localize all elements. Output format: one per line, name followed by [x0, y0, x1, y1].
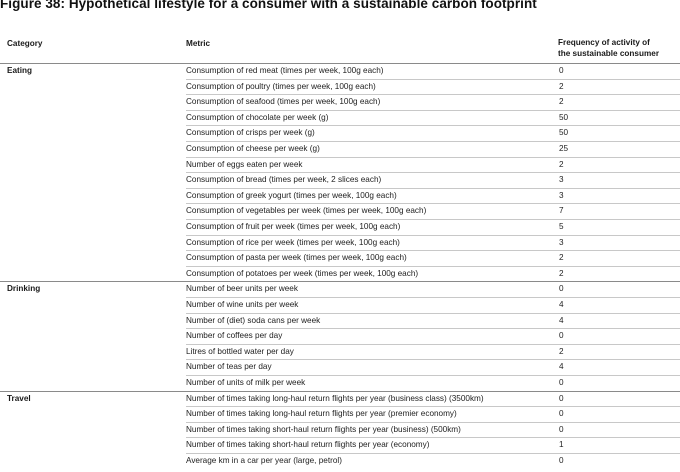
frequency-cell: 50: [559, 112, 569, 122]
metric-cell: Litres of bottled water per day: [186, 346, 294, 356]
table-row: [0, 345, 680, 361]
metric-cell: Number of wine units per week: [186, 300, 299, 309]
metric-cell: Average km in a car per year (large, petrol): [186, 456, 342, 465]
table-row: [0, 158, 680, 174]
table-row: [0, 111, 680, 127]
metric-cell: Consumption of rice per week (times per week, 100g each): [186, 237, 400, 247]
frequency-cell: 2: [559, 81, 564, 91]
metric-cell: Consumption of red meat (times per week, 100g each): [186, 66, 384, 75]
table-row: [0, 454, 680, 470]
metric-cell: Number of times taking short-haul return flights per year (economy): [186, 440, 430, 450]
figure-title: Figure 38: Hypothetical lifestyle for a consumer with a sustainable carbon footprint: [0, 0, 537, 11]
table-row: [0, 298, 680, 314]
table-row: [0, 267, 680, 283]
table-row: [0, 204, 680, 220]
metric-cell: Number of (diet) soda cans per week: [186, 315, 321, 325]
metric-cell: Number of units of milk per week: [186, 378, 306, 387]
metric-cell: Number of beer units per week: [186, 284, 298, 294]
frequency-cell: 4: [559, 362, 564, 372]
table-row: [0, 376, 680, 392]
frequency-cell: 2: [559, 268, 564, 278]
frequency-cell: 0: [559, 456, 564, 465]
frequency-cell: 4: [559, 300, 564, 309]
table-row: [0, 423, 680, 439]
metric-cell: Number of times taking long-haul return flights per year (premier economy): [186, 409, 457, 419]
frequency-cell: 4: [559, 315, 564, 325]
frequency-cell: 3: [559, 175, 564, 185]
frequency-cell: 3: [559, 190, 564, 200]
frequency-cell: 2: [559, 97, 564, 107]
table-row: [0, 220, 680, 236]
metric-cell: Consumption of cheese per week (g): [186, 144, 320, 153]
metric-cell: Consumption of potatoes per week (times per week, 100g each): [186, 268, 419, 278]
metric-cell: Consumption of seafood (times per week, 100g each): [186, 97, 381, 107]
frequency-cell: 0: [559, 378, 564, 387]
table-row: [0, 142, 680, 158]
column-header-metric: Metric: [186, 39, 211, 48]
table-row: [0, 95, 680, 111]
column-header-frequency: Frequency of activity of the sustainable consumer: [558, 38, 660, 58]
frequency-cell: 0: [559, 331, 564, 341]
table-row: [0, 329, 680, 345]
frequency-cell: 2: [559, 346, 564, 356]
frequency-cell: 50: [559, 128, 569, 138]
table-row: [0, 64, 680, 80]
metric-cell: Consumption of chocolate per week (g): [186, 112, 329, 122]
frequency-cell: 25: [559, 144, 569, 153]
table-row: [0, 173, 680, 189]
metric-cell: Consumption of poultry (times per week, 100g each): [186, 81, 376, 91]
table-row: [0, 438, 680, 454]
table-row: [0, 360, 680, 376]
metric-cell: Number of teas per day: [186, 362, 272, 372]
metric-cell: Consumption of crisps per week (g): [186, 128, 315, 138]
frequency-cell: 0: [559, 284, 564, 294]
table-row: [0, 282, 680, 298]
table-row: [0, 251, 680, 267]
category-label: Travel: [7, 393, 31, 403]
frequency-cell: 0: [559, 424, 564, 434]
metric-cell: Number of times taking short-haul return flights per year (business) (500km): [186, 424, 461, 434]
metric-cell: Number of coffees per day: [186, 331, 283, 341]
frequency-cell: 3: [559, 237, 564, 247]
frequency-cell: 2: [559, 159, 564, 169]
frequency-cell: 0: [559, 409, 564, 419]
metric-cell: Number of times taking long-haul return flights per year (business class) (3500km): [186, 393, 484, 403]
category-label: Eating: [7, 66, 33, 75]
frequency-cell: 7: [559, 206, 564, 216]
metric-cell: Consumption of vegetables per week (times per week, 100g each): [186, 206, 427, 216]
category-label: Drinking: [7, 284, 41, 294]
table-row: [0, 80, 680, 96]
frequency-cell: 1: [559, 440, 564, 450]
metric-cell: Consumption of greek yogurt (times per week, 100g each): [186, 190, 397, 200]
table-row: [0, 392, 680, 408]
metric-cell: Consumption of fruit per week (times per week, 100g each): [186, 222, 401, 231]
frequency-cell: 0: [559, 393, 564, 403]
frequency-cell: 2: [559, 253, 564, 263]
table-row: [0, 236, 680, 252]
metric-cell: Consumption of pasta per week (times per week, 100g each): [186, 253, 407, 263]
table-row: [0, 407, 680, 423]
frequency-cell: 0: [559, 66, 564, 75]
column-header-category: Category: [7, 39, 43, 48]
table-row: [0, 189, 680, 205]
metric-cell: Number of eggs eaten per week: [186, 159, 303, 169]
table-row: [0, 314, 680, 330]
table-row: [0, 126, 680, 142]
frequency-cell: 5: [559, 222, 564, 231]
metric-cell: Consumption of bread (times per week, 2 slices each): [186, 175, 382, 185]
